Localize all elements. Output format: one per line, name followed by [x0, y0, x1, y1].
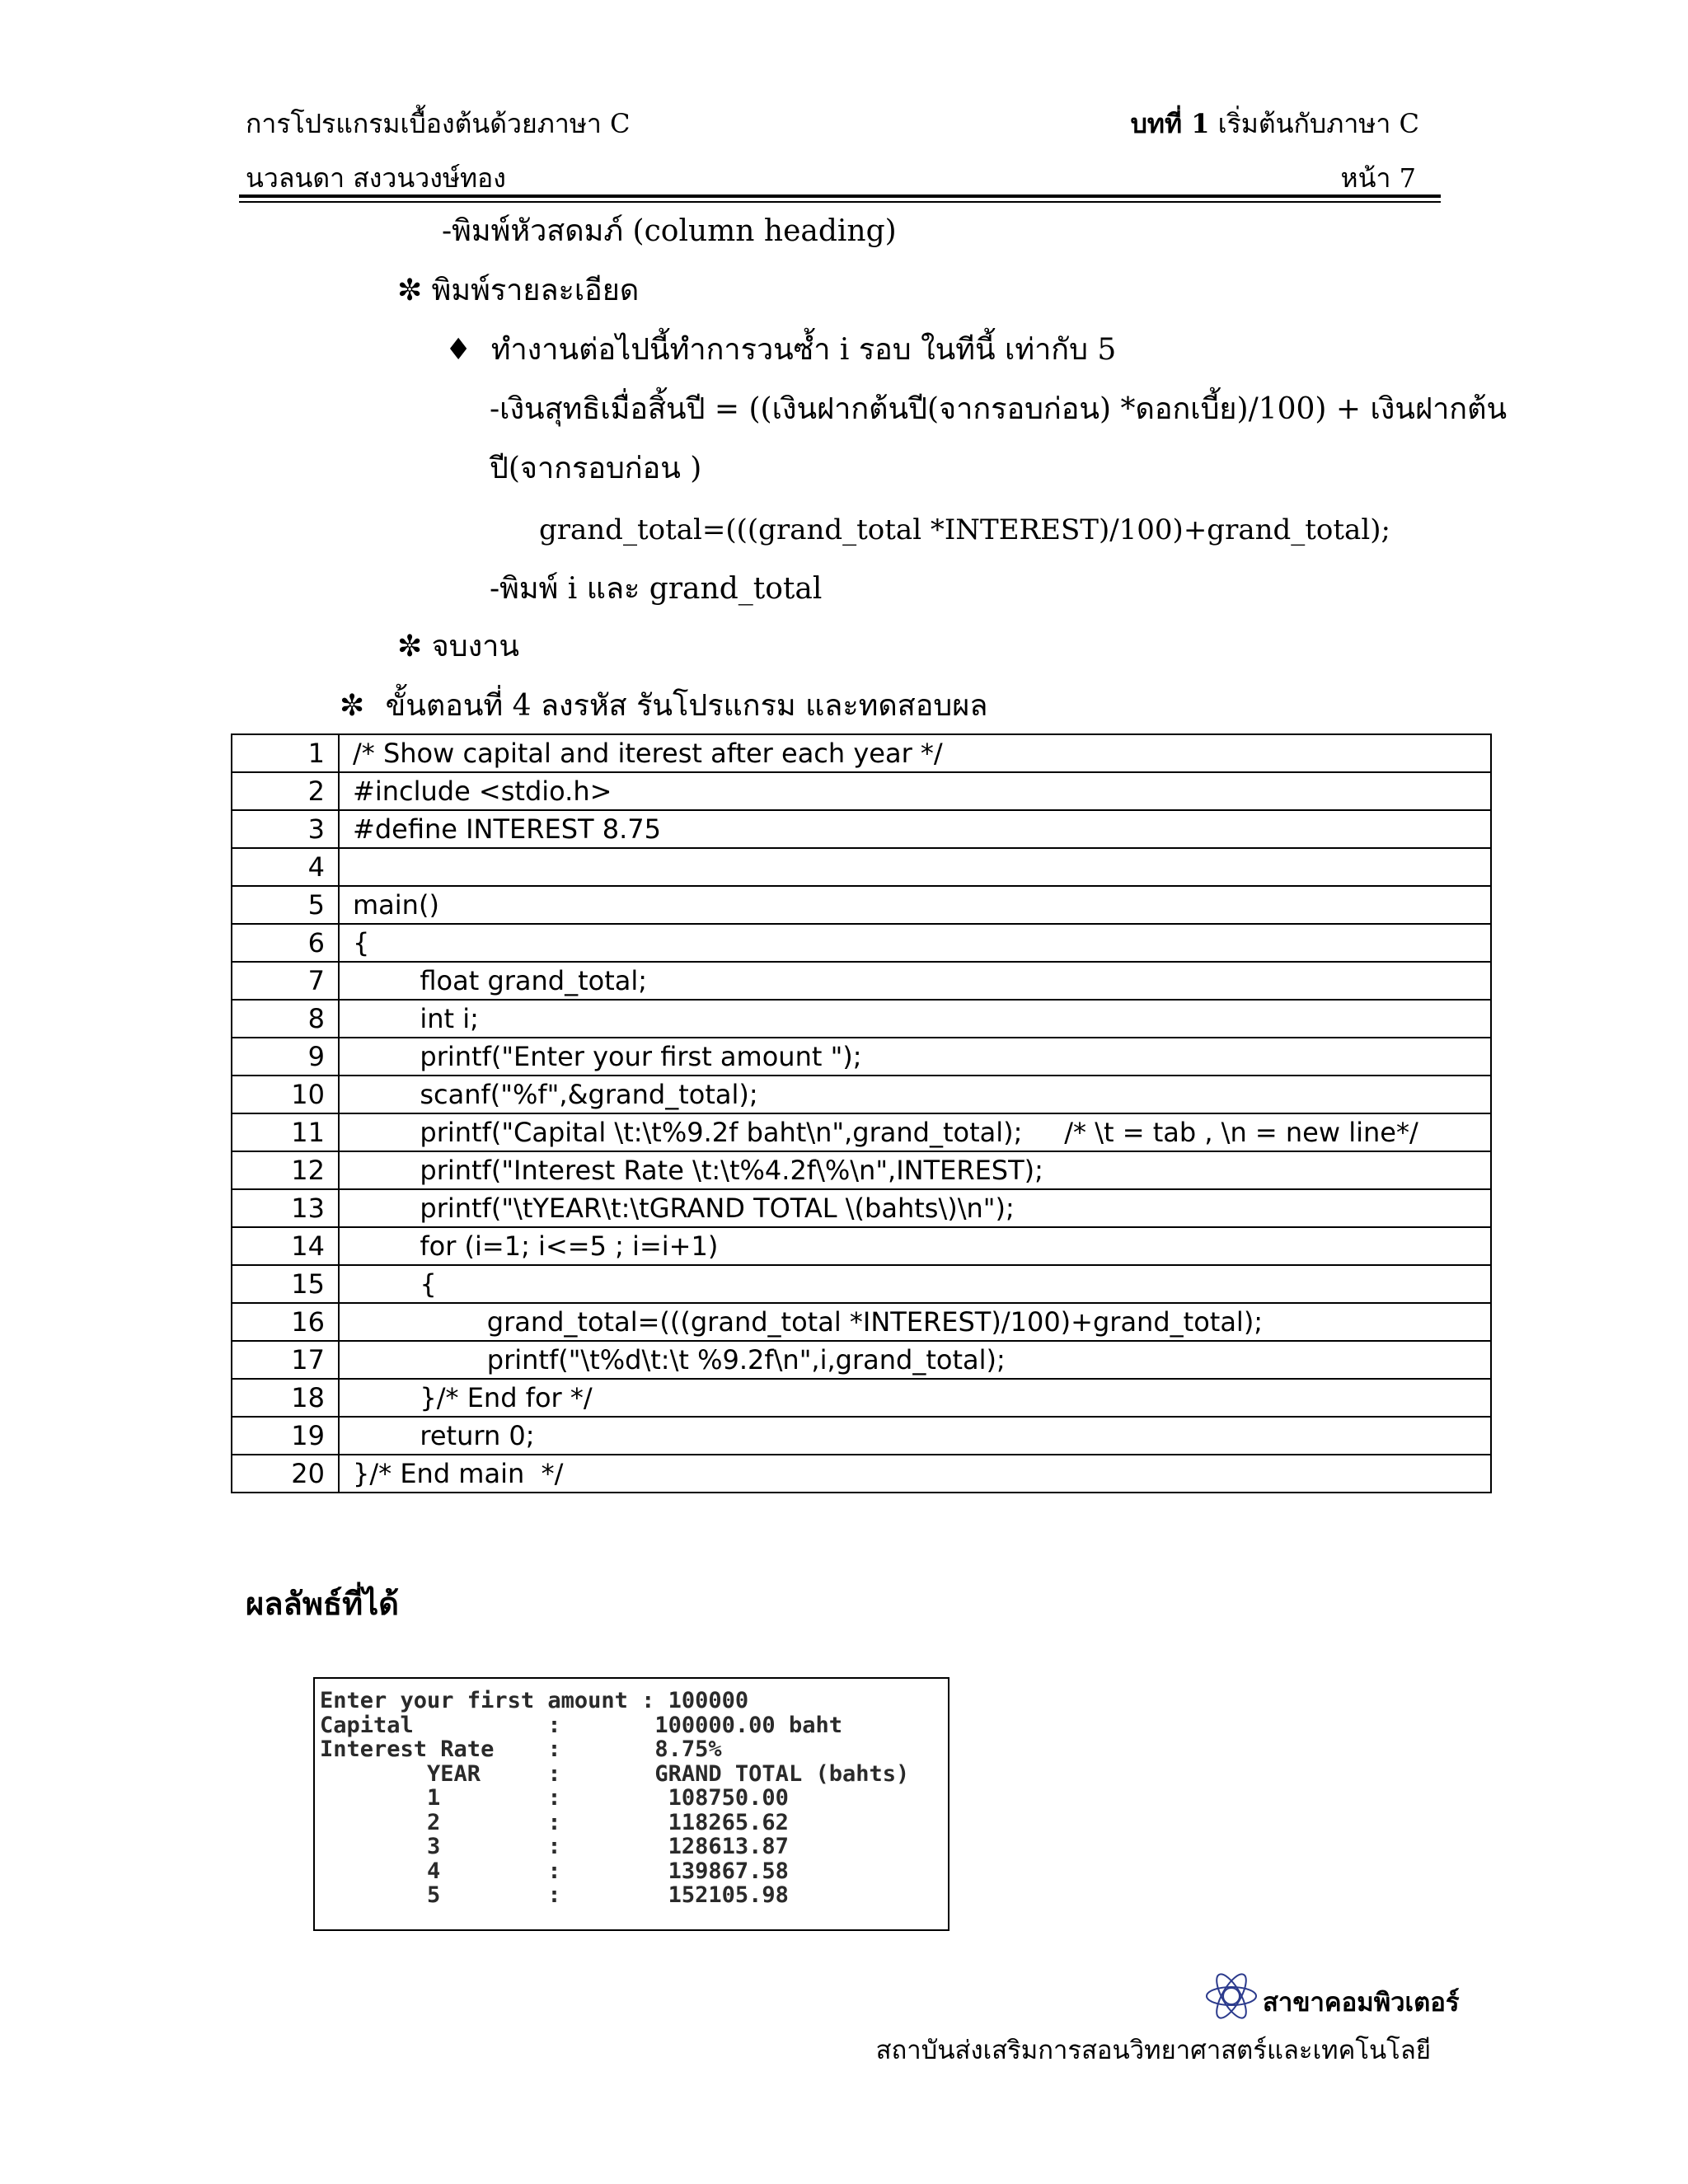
code-line-text: }/* End main */: [339, 1455, 1491, 1493]
code-line: [232, 1455, 1491, 1493]
code-line: [232, 1113, 1491, 1151]
code-line-text: scanf("%f",&grand_total);: [339, 1076, 1491, 1113]
code-line-number: 3: [232, 810, 339, 848]
flower-bullet-icon: ✼: [397, 274, 423, 307]
code-line-text: int i;: [339, 1000, 1491, 1038]
text-formula-continuation: ปี(จากรอบก่อน ): [490, 452, 702, 485]
code-line: [232, 1189, 1491, 1227]
code-line: [232, 924, 1491, 962]
code-line-number: 20: [232, 1455, 339, 1493]
code-line-number: 4: [232, 848, 339, 886]
header-chapter-number: บทที่ 1: [1130, 108, 1210, 139]
code-line-text: printf("Capital \t:\t%9.2f baht\n",grand_total); /* \t = tab , \n = new line*/: [339, 1113, 1491, 1151]
step-4-heading: [340, 687, 987, 725]
code-line-number: 12: [232, 1151, 339, 1189]
code-line-text: {: [339, 924, 1491, 962]
header-author: นวลนดา สงวนวงษ์ทอง: [246, 162, 506, 194]
code-line-text: printf("Enter your first amount ");: [339, 1038, 1491, 1076]
text-formula-description: -เงินสุทธิเมื่อสิ้นปี = ((เงินฝากต้นปี(จากรอบก่อน) *ดอกเบี้ย)/100) + เงินฝากต้น: [490, 392, 1507, 426]
code-line-text: main(): [339, 886, 1491, 924]
code-line-number: 7: [232, 962, 339, 1000]
code-line: [232, 1227, 1491, 1265]
result-heading: ผลลัพธ์ที่ได้: [246, 1585, 399, 1622]
header-course-title: การโปรแกรมเบื้องต้นด้วยภาษา C: [246, 108, 631, 139]
step-print-details-label: พิมพ์รายละเอียด: [431, 274, 640, 307]
code-line-number: 6: [232, 924, 339, 962]
code-line-text: printf("Interest Rate \t:\t%4.2f\%\n",INTEREST);: [339, 1151, 1491, 1189]
code-line: [232, 1303, 1491, 1341]
step-4-heading-label: ขั้นตอนที่ 4 ลงรหัส รันโปรแกรม และทดสอบผล: [385, 689, 988, 723]
code-line-number: 8: [232, 1000, 339, 1038]
code-line-number: 13: [232, 1189, 339, 1227]
code-line-text: {: [339, 1265, 1491, 1303]
flower-bullet-icon: ✼: [397, 630, 423, 663]
code-line-text: #include <stdio.h>: [339, 772, 1491, 810]
code-line-text: return 0;: [339, 1417, 1491, 1455]
code-line-number: 18: [232, 1379, 339, 1417]
code-line-text: grand_total=(((grand_total *INTEREST)/100)+grand_total);: [339, 1303, 1491, 1341]
header-chapter: [1131, 107, 1419, 140]
code-line: [232, 848, 1491, 886]
step-end-label: จบงาน: [431, 630, 519, 663]
code-line-number: 9: [232, 1038, 339, 1076]
code-line: [232, 1341, 1491, 1379]
code-line-number: 11: [232, 1113, 339, 1151]
flower-bullet-icon: ✼: [340, 689, 365, 723]
step-print-details: [397, 272, 639, 310]
code-line: [232, 1038, 1491, 1076]
footer-institute: สถาบันส่งเสริมการสอนวิทยาศาสตร์และเทคโนโลยี: [875, 2036, 1431, 2065]
step-loop-label: ทำงานต่อไปนี้ทำการวนซ้ำ i รอบ ในทีนี้ เท่ากับ 5: [490, 333, 1117, 367]
code-line-text: [339, 848, 1491, 886]
text-column-heading: -พิมพ์หัวสดมภ์ (column heading): [442, 214, 897, 248]
code-line: [232, 1076, 1491, 1113]
footer-department: สาขาคอมพิวเตอร์: [1263, 1988, 1460, 2018]
code-line: [232, 1265, 1491, 1303]
code-line-text: float grand_total;: [339, 962, 1491, 1000]
code-line: [232, 1151, 1491, 1189]
code-line-number: 2: [232, 772, 339, 810]
code-line-number: 5: [232, 886, 339, 924]
console-output: [313, 1677, 950, 1931]
code-line-number: 1: [232, 734, 339, 772]
code-line: [232, 734, 1491, 772]
header-page-number: หน้า 7: [1340, 162, 1416, 194]
code-listing-table: [231, 733, 1492, 1493]
code-line-text: }/* End for */: [339, 1379, 1491, 1417]
code-line: [232, 1379, 1491, 1417]
step-loop: [445, 331, 1116, 369]
code-line-number: 14: [232, 1227, 339, 1265]
code-line-number: 19: [232, 1417, 339, 1455]
code-line: [232, 1417, 1491, 1455]
code-line-text: /* Show capital and iterest after each year */: [339, 734, 1491, 772]
console-output-text: Enter your first amount : 100000 Capital : 100000.00 baht Interest Rate : 8.75% YEAR : GRAND TOTAL (bahts) 1 : 108750.00 2 : 118265.62 3 : 128613.87 4 : 139867.58 5 : 152105.98: [320, 1688, 910, 1908]
code-line: [232, 962, 1491, 1000]
code-line-text: #define INTEREST 8.75: [339, 810, 1491, 848]
code-line-number: 17: [232, 1341, 339, 1379]
code-line-number: 16: [232, 1303, 339, 1341]
code-line-text: for (i=1; i<=5 ; i=i+1): [339, 1227, 1491, 1265]
text-print-values: -พิมพ์ i และ grand_total: [490, 572, 823, 606]
text-formula-code: grand_total=(((grand_total *INTEREST)/100)+grand_total);: [539, 513, 1390, 546]
code-line: [232, 1000, 1491, 1038]
code-line-text: printf("\t%d\t:\t %9.2f\n",i,grand_total);: [339, 1341, 1491, 1379]
header-rule-thick: [239, 194, 1441, 198]
code-line-number: 10: [232, 1076, 339, 1113]
code-line-text: printf("\tYEAR\t:\tGRAND TOTAL \(bahts\)\n");: [339, 1189, 1491, 1227]
code-line-number: 15: [232, 1265, 339, 1303]
ipst-logo-icon: [1205, 1970, 1258, 2022]
header-rule-thin: [239, 201, 1441, 203]
code-line: [232, 810, 1491, 848]
step-end: [397, 628, 519, 666]
diamond-bullet-icon: ♦: [445, 333, 472, 367]
code-line: [232, 886, 1491, 924]
header-chapter-title: เริ่มต้นกับภาษา C: [1217, 108, 1419, 139]
code-line: [232, 772, 1491, 810]
